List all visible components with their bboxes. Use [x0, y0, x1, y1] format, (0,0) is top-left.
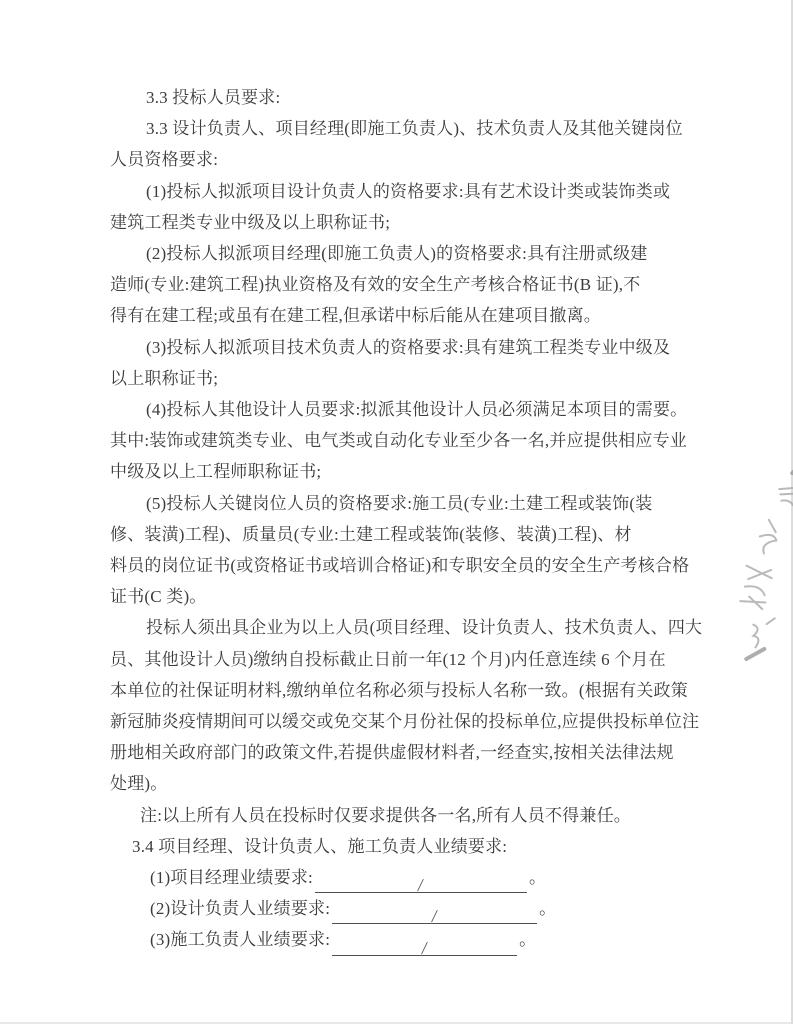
text-line: (3)投标人拟派项目技术负责人的资格要求:具有建筑工程类专业中级及 — [146, 337, 671, 357]
text-line: (5)投标人关键岗位人员的资格要求:施工员(专业:土建工程或装饰(装 — [146, 493, 653, 513]
fill-in-line — [110, 924, 696, 958]
text-line: 修、装潢)工程)、质量员(专业:土建工程或装饰(装修、装潢)工程)、材 — [110, 524, 632, 544]
text-block — [110, 82, 703, 958]
text-line: 3.4 项目经理、设计负责人、施工负责人业绩要求: — [132, 836, 508, 856]
text-line: 人员资格要求: — [110, 150, 219, 170]
text-line: 建筑工程类专业中级及以上职称证书; — [110, 212, 391, 232]
text-line: 册地相关政府部门的政策文件,若提供虚假材料者,一经查实,按相关法律法规 — [110, 743, 674, 763]
text-line: (1)投标人拟派项目设计负责人的资格要求:具有艺术设计类或装饰类或 — [146, 181, 671, 201]
text-line: 3.3 设计负责人、项目经理(即施工负责人)、技术负责人及其他关键岗位 — [146, 119, 683, 139]
handwritten-scribble-icon — [735, 438, 793, 668]
blank-label: (1)项目经理业绩要求: — [150, 868, 313, 888]
slash-mark: / — [416, 875, 425, 896]
text-line: (4)投标人其他设计人员要求:拟派其他设计人员必须满足本项目的需要。 — [146, 400, 688, 420]
text-line: 证书(C 类)。 — [110, 587, 207, 607]
fill-in-line — [110, 893, 696, 927]
text-line: 处理)。 — [110, 774, 168, 794]
fill-in-blank — [315, 870, 527, 896]
text-line: 投标人须出具企业为以上人员(项目经理、设计负责人、技术负责人、四大 — [146, 618, 703, 638]
text-line: 新冠肺炎疫情期间可以缓交或免交某个月份社保的投标单位,应提供投标单位注 — [110, 712, 700, 732]
text-line: 中级及以上工程师职称证书; — [110, 462, 322, 482]
period-mark: 。 — [519, 930, 537, 950]
slash-mark: / — [430, 906, 439, 927]
text-line: 本单位的社保证明材料,缴纳单位名称必须与投标人名称一致。(根据有关政策 — [110, 680, 688, 700]
fill-in-blank — [332, 933, 517, 956]
fill-in-line — [110, 862, 696, 896]
text-line: 得有在建工程;或虽有在建工程,但承诺中标后能从在建项目撤离。 — [110, 306, 601, 326]
blank-label: (3)施工负责人业绩要求: — [150, 930, 331, 950]
text-line: 3.3 投标人员要求: — [146, 88, 281, 107]
text-line: 造师(专业:建筑工程)执业资格及有效的安全生产考核合格证书(B 证),不 — [110, 275, 641, 295]
text-line: 员、其他设计人员)缴纳自投标截止日前一年(12 个月)内任意连续 6 个月在 — [110, 649, 666, 669]
blank-label: (2)设计负责人业绩要求: — [150, 899, 331, 919]
period-mark: 。 — [539, 899, 557, 919]
fill-in-blank — [332, 901, 537, 927]
period-mark: 。 — [528, 868, 547, 888]
text-line: 以上职称证书; — [110, 368, 219, 388]
text-line: 注:以上所有人员在投标时仅要求提供各一名,所有人员不得兼任。 — [140, 805, 631, 825]
text-line: 其中:装饰或建筑类专业、电气类或自动化专业至少各一名,并应提供相应专业 — [110, 431, 687, 451]
text-line: (2)投标人拟派项目经理(即施工负责人)的资格要求:具有注册贰级建 — [146, 244, 648, 264]
slash-mark: / — [420, 937, 429, 958]
text-line: 料员的岗位证书(或资格证书或培训合格证)和专职安全员的安全生产考核合格 — [110, 556, 690, 576]
